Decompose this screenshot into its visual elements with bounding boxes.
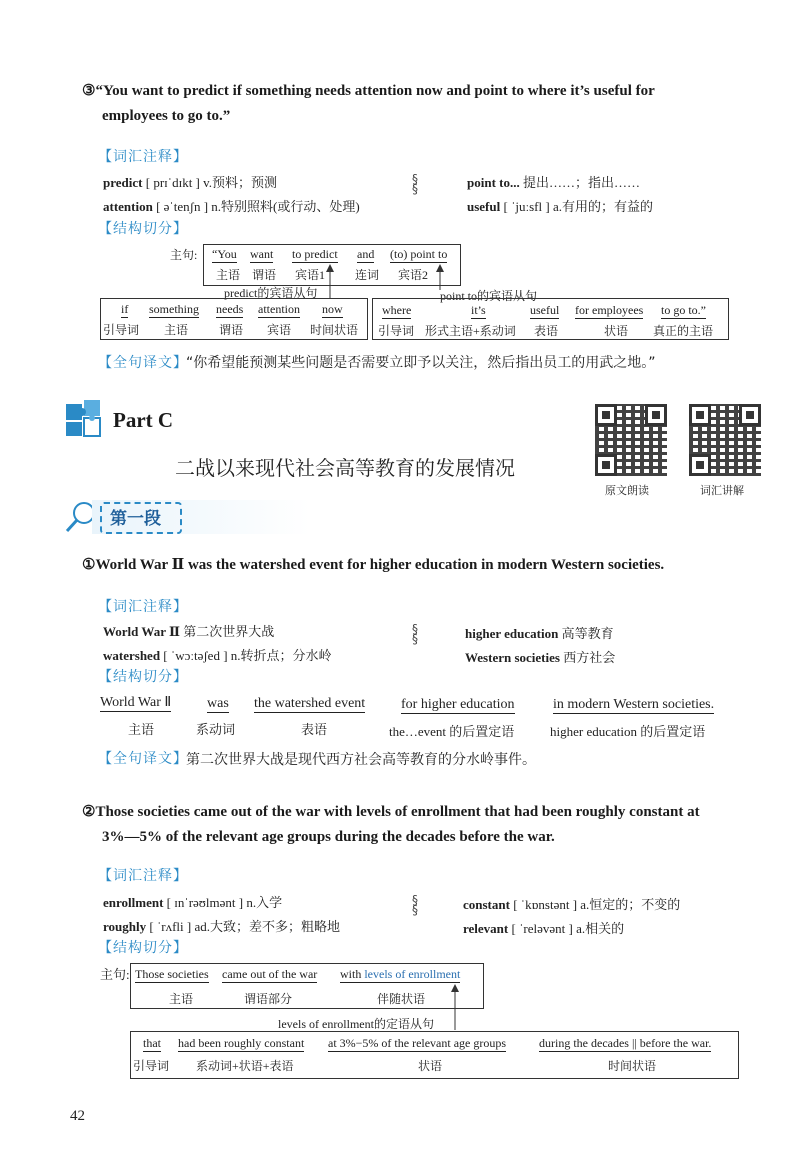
vocab-item: constant [ ˈkɒnstənt ] a.恒定的；不变的 [463,897,681,912]
vocab-item: Western societies 西方社会 [465,650,616,665]
word: with levels of enrollment [340,967,461,981]
role: 连词 [355,268,380,282]
qr-code-reading[interactable] [595,404,667,476]
qr-label-reading: 原文朗读 [605,484,649,497]
role: higher education 的后置定语 [550,724,706,739]
main-clause-label: 主句: [170,248,198,262]
role: 表语 [534,324,559,338]
sentence-2-line2: 3%—5% of the relevant age groups during the decades before the war. [102,829,555,845]
structure-tag: 【结构切分】 [98,940,188,956]
role: 形式主语+系动词 [425,324,516,338]
word: now [322,302,343,316]
sentence-2-line1: ②Those societies came out of the war with levels of enrollment that had been roughly constant at [82,804,700,820]
vocab-item: attention [ əˈtenʃn ] n.特别照料(或行动、处理) [103,199,360,214]
translation-tag: 【全句译文】 [98,751,188,767]
wave-divider: § § [412,172,418,196]
wave-divider: § § [412,893,418,917]
word: “You [212,247,237,261]
page-number: 42 [70,1108,85,1124]
vocab-tag: 【词汇注释】 [98,868,188,884]
puzzle-icon [64,398,108,438]
role: 状语 [418,1059,443,1073]
vocab-item: relevant [ ˈreləvənt ] a.相关的 [463,921,625,936]
structure-tag: 【结构切分】 [98,221,188,237]
qr-code-vocab[interactable] [689,404,761,476]
word: had been roughly constant [178,1036,305,1050]
word: for higher education [401,697,515,712]
word: that [143,1036,161,1050]
role: 时间状语 [608,1059,657,1073]
vocab-item: higher education 高等教育 [465,626,614,641]
part-title: Part C [113,408,174,432]
sentence-1: ①World War Ⅱ was the watershed event for higher education in modern Western societies. [82,557,665,573]
role: 主语 [169,992,194,1006]
connector-arrow [440,982,470,1032]
role: 状语 [604,324,629,338]
qr-label-vocab: 词汇讲解 [700,484,744,497]
word: where [382,303,412,317]
role: 宾语1 [295,268,326,282]
role: 表语 [301,722,328,737]
word: and [357,247,375,261]
main-clause-label: 主句: [100,967,130,982]
role: 真正的主语 [653,324,714,338]
note-predict: predict的宾语从句 [224,286,318,300]
word: to predict [292,247,338,261]
word: to go to.” [661,303,706,317]
word: attention [258,302,300,316]
word: want [250,247,274,261]
word: for employees [575,303,644,317]
sentence-3-line1: ③“You want to predict if something needs attention now and point to where it’s useful for [82,83,655,99]
vocab-item: useful [ ˈjuːsfl ] a.有用的；有益的 [467,199,653,214]
vocab-item: point to... 提出……；指出…… [467,175,640,190]
role: 主语 [164,323,189,337]
role: 引导词 [103,323,140,337]
note-relative-clause: levels of enrollment的定语从句 [278,1017,434,1031]
word: needs [216,302,244,316]
wave-divider: § § [412,622,418,646]
word: during the decades || before the war. [539,1036,712,1050]
vocab-item: enrollment [ ɪnˈrəʊlmənt ] n.入学 [103,895,283,910]
vocab-item: watershed [ ˈwɔːtəʃed ] n.转折点；分水岭 [103,648,332,663]
word: was [207,696,229,711]
word: something [149,302,199,316]
word: if [121,302,129,316]
sentence-3-line2: employees to go to.” [102,108,231,124]
word: Those societies [135,967,209,981]
vocab-tag: 【词汇注释】 [98,599,188,615]
vocab-item: roughly [ ˈrʌfli ] ad.大致；差不多；粗略地 [103,919,340,934]
role: 宾语2 [398,268,429,282]
translation: 第二次世界大战是现代西方社会高等教育的分水岭事件。 [186,752,536,768]
section-title: 第一段 [110,509,161,529]
role: 系动词+状语+表语 [196,1059,294,1073]
role: 伴随状语 [377,992,426,1006]
role: 谓语 [219,323,244,337]
translation-tag: 【全句译文】 [98,355,188,371]
role: 引导词 [378,324,415,338]
word: the watershed event [254,696,366,711]
role: 谓语部分 [244,992,293,1006]
word: in modern Western societies. [553,697,715,712]
role: 主语 [216,268,241,282]
role: 主语 [128,722,155,737]
translation: “你希望能预测某些问题是否需要立即予以关注，然后指出员工的用武之地。” [186,355,656,371]
structure-tag: 【结构切分】 [98,669,188,685]
word: came out of the war [222,967,318,981]
vocab-item: predict [ prɪˈdɪkt ] v.预料；预测 [103,175,278,190]
note-point-to: point to的宾语从句 [440,289,538,303]
word: it’s [471,303,486,317]
role: 系动词 [196,722,236,737]
word: at 3%−5% of the relevant age groups [328,1036,507,1050]
role: the…event 的后置定语 [389,724,515,739]
word: useful [530,303,560,317]
role: 引导词 [133,1059,170,1073]
role: 宾语 [267,323,292,337]
word: (to) point to [390,247,448,261]
word: World War Ⅱ [100,695,172,710]
vocab-item: World War Ⅱ 第二次世界大战 [103,624,275,639]
role: 谓语 [252,268,277,282]
vocab-tag: 【词汇注释】 [98,149,188,165]
part-subtitle: 二战以来现代社会高等教育的发展情况 [175,456,515,480]
role: 时间状语 [310,323,359,337]
